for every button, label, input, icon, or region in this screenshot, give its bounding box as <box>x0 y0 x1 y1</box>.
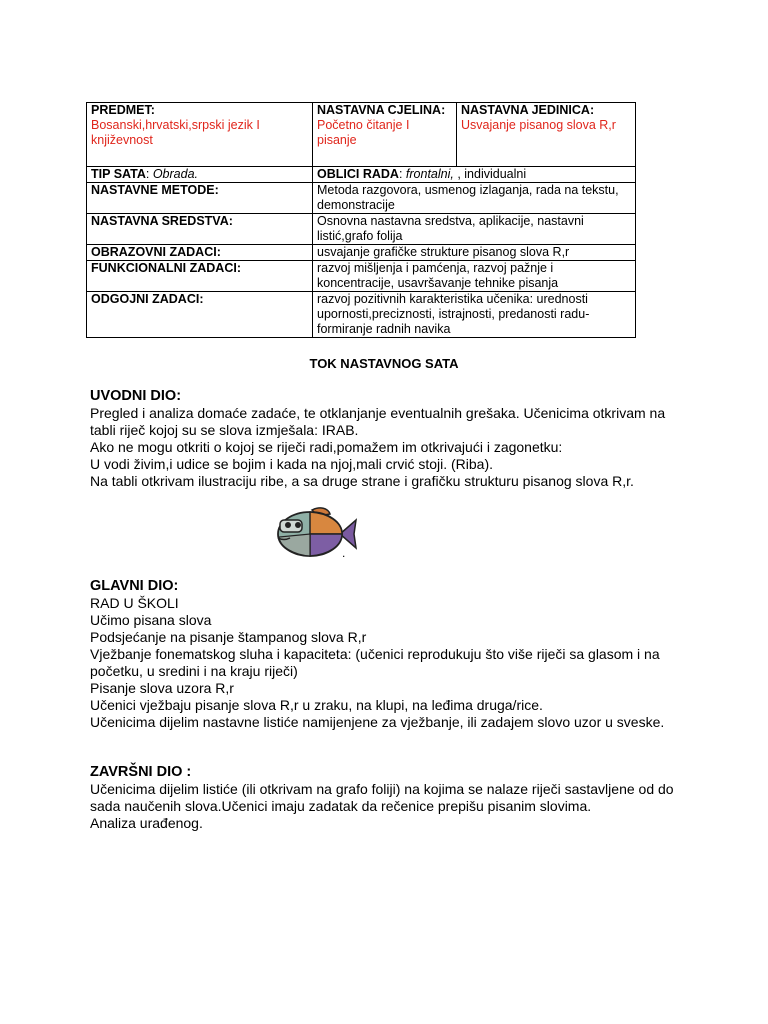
obrazovni-value: usvajanje grafičke strukture pisanog slova R,r <box>313 245 636 261</box>
sredstva-value: Osnovna nastavna sredstva, aplikacije, nastavni listić,grafo folija <box>313 214 636 245</box>
paragraph: Učenicima dijelim listiće (ili otkrivam na grafo foliji) na kojima se nalaze riječi sastavljene od do sada naučenih slova.Učenici imaju zadatak da rečenice prepišu pisanim slovima. <box>90 781 674 814</box>
cjelina-cell <box>313 103 457 167</box>
paragraph: Vježbanje fonematskog sluha i kapaciteta: (učenici reprodukuju što više riječi sa glasom i na početku, u sredini i na kraju riječi) <box>90 646 660 679</box>
predmet-label: PREDMET: <box>91 103 155 117</box>
glavni-heading: GLAVNI DIO: <box>90 578 179 594</box>
fish-caption: . <box>342 546 346 560</box>
zavrsni-section <box>90 764 680 832</box>
table-row <box>87 167 636 183</box>
cjelina-value: Početno čitanje I pisanje <box>317 118 410 147</box>
metode-value: Metoda razgovora, usmenog izlaganja, rada na tekstu, demonstracije <box>313 183 636 214</box>
paragraph: Analiza urađenog. <box>90 815 203 831</box>
uvodni-heading: UVODNI DIO: <box>90 388 182 404</box>
table-row <box>87 261 636 292</box>
funkcionalni-value: razvoj mišljenja i pamćenja, razvoj pažnje i koncentracije, usavršavanje tehnike pisanja <box>313 261 636 292</box>
paragraph: Ako ne mogu otkriti o kojoj se riječi radi,pomažem im otkrivajući i zagonetku: <box>90 439 563 455</box>
jedinica-label: NASTAVNA JEDINICA: <box>461 103 595 117</box>
zavrsni-heading: ZAVRŠNI DIO : <box>90 764 192 780</box>
table-row <box>87 292 636 338</box>
paragraph: Na tabli otkrivam ilustraciju ribe, a sa druge strane i grafičku strukturu pisanog slova R,r. <box>90 473 634 489</box>
jedinica-cell <box>457 103 636 167</box>
obrazovni-label: OBRAZOVNI ZADACI: <box>87 245 313 261</box>
paragraph: U vodi živim,i udice se bojim i kada na njoj,mali crvić stoji. (Riba). <box>90 456 494 472</box>
paragraph: Učenici vježbaju pisanje slova R,r u zraku, na klupi, na leđima druga/rice. <box>90 697 543 713</box>
cjelina-label: NASTAVNA CJELINA: <box>317 103 446 117</box>
tip-sata-label: TIP SATA <box>91 167 146 181</box>
sredstva-label: NASTAVNA SREDSTVA: <box>87 214 313 245</box>
tip-sata-cell: TIP SATA: Obrada. <box>87 167 313 183</box>
table-row <box>87 245 636 261</box>
metode-label: NASTAVNE METODE: <box>87 183 313 214</box>
table-row <box>87 103 636 167</box>
tip-sata-value: Obrada. <box>152 167 198 181</box>
jedinica-value: Usvajanje pisanog slova R,r <box>461 118 616 132</box>
table-row <box>87 183 636 214</box>
oblici-rada-label: OBLICI RADA <box>317 167 399 181</box>
glavni-section <box>90 578 680 731</box>
odgojni-value: razvoj pozitivnih karakteristika učenika: urednosti upornosti,preciznosti, istrajnosti, predanosti radu-formiranje radnih navika <box>313 292 636 338</box>
uvodni-section <box>90 388 680 490</box>
paragraph: Učimo pisana slova <box>90 612 212 628</box>
fish-icon <box>270 504 360 564</box>
paragraph: RAD U ŠKOLI <box>90 595 179 611</box>
oblici-rada-rest: , individualni <box>453 167 527 181</box>
lesson-plan-table <box>86 102 636 338</box>
funkcionalni-label: FUNKCIONALNI ZADACI: <box>87 261 313 292</box>
paragraph: Podsjećanje na pisanje štampanog slova R,r <box>90 629 367 645</box>
predmet-cell <box>87 103 313 167</box>
oblici-rada-italic: frontalni, <box>405 167 454 181</box>
paragraph: Pregled i analiza domaće zadaće, te otklanjanje eventualnih grešaka. Učenicima otkrivam na tabli riječ kojoj su se slova izmješala: IRAB. <box>90 405 666 438</box>
page-title: TOK NASTAVNOG SATA <box>309 356 459 371</box>
table-row <box>87 214 636 245</box>
oblici-rada-cell: OBLICI RADA: frontalni, , individualni <box>313 167 636 183</box>
paragraph: Pisanje slova uzora R,r <box>90 680 234 696</box>
paragraph: Učenicima dijelim nastavne listiće namijenjene za vježbanje, ili zadajem slovo uzor u sveske. <box>90 714 665 730</box>
odgojni-label: ODGOJNI ZADACI: <box>87 292 313 338</box>
predmet-value: Bosanski,hrvatski,srpski jezik I književnost <box>91 118 260 147</box>
